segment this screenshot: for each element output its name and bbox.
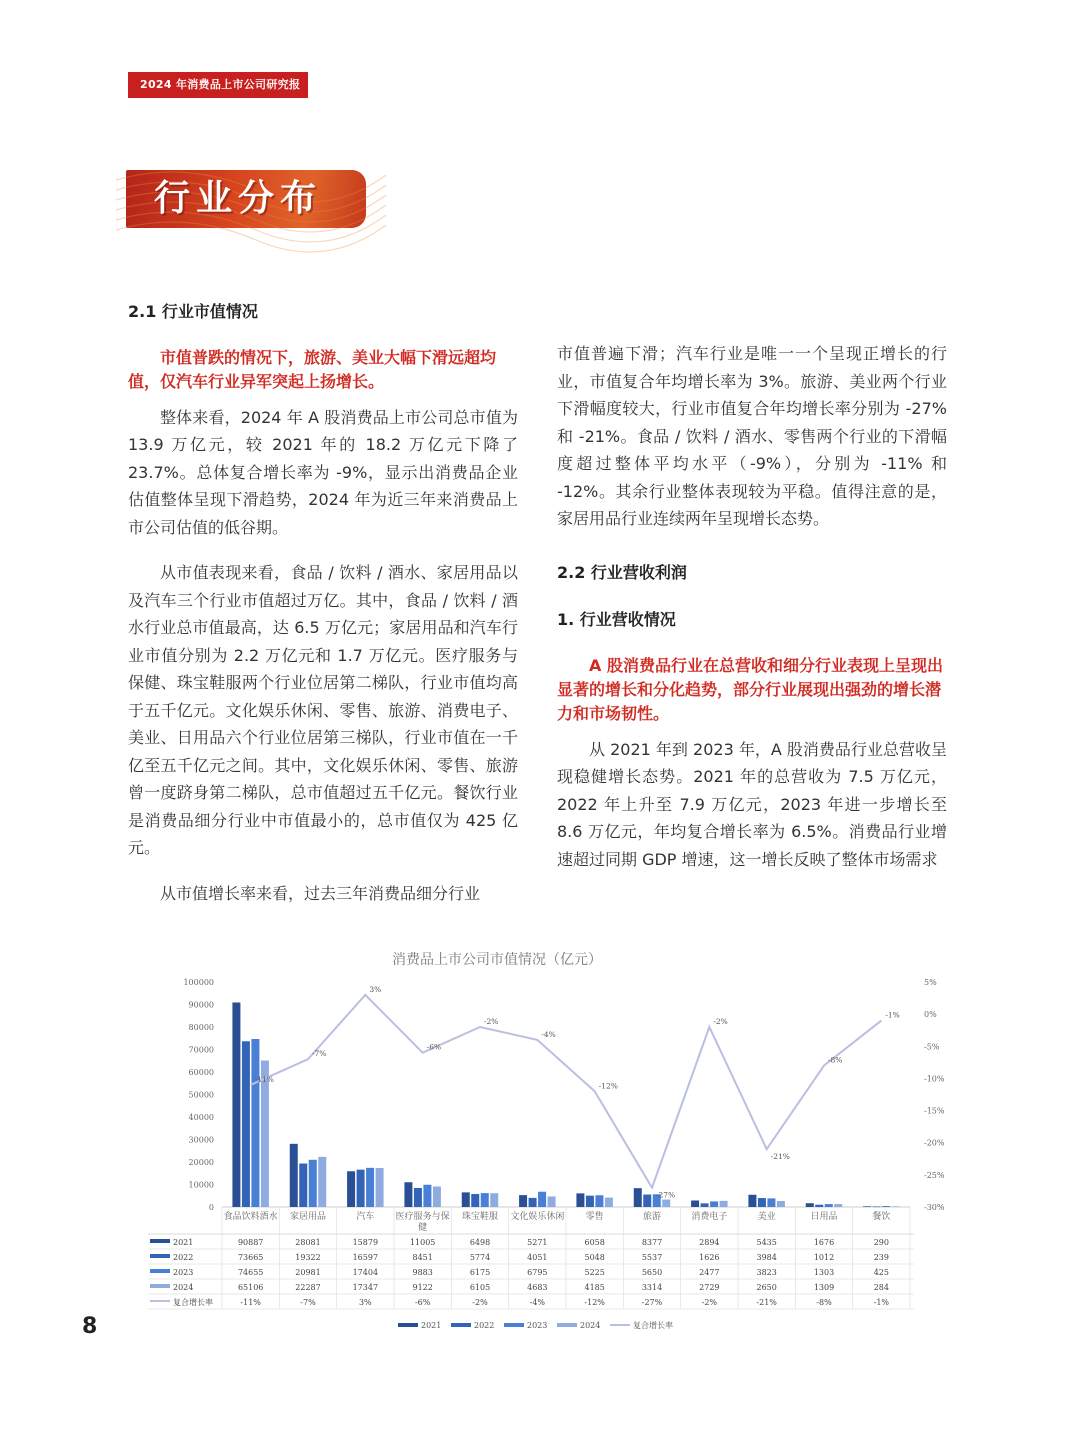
table-cell: 8377 [641,1238,663,1247]
table-cell: 1309 [813,1283,835,1292]
table-row-label: 2024 [173,1283,194,1292]
y2-tick-label: -30% [924,1203,945,1212]
table-cell: 65106 [237,1283,264,1292]
table-cell: 2650 [756,1283,777,1292]
table-cell: 16597 [352,1253,379,1262]
y-tick-label: 30000 [188,1135,214,1145]
table-cell: -12% [584,1298,605,1307]
category-label: 食品饮料酒水 [223,1212,278,1222]
category-label: 汽车 [356,1212,375,1222]
market-value-chart [140,940,945,1340]
category-label: 家居用品 [289,1212,327,1222]
table-legend-swatch [150,1284,170,1288]
table-cell: -6% [414,1298,431,1307]
table-row-label: 复合增长率 [173,1298,213,1307]
bar-2023 [251,1039,259,1207]
bar-2023 [595,1195,603,1207]
table-cell: -21% [756,1298,777,1307]
left-column [128,298,518,925]
table-cell: 5650 [641,1268,663,1277]
bar-2023 [710,1201,718,1207]
legend-swatch [504,1323,524,1327]
section-heading-2-2: 2.2 行业营收利润 [557,562,687,582]
table-legend-swatch [150,1239,170,1243]
bar-2021 [519,1195,527,1207]
table-cell: 2894 [699,1238,720,1247]
paragraph: 整体来看，2024 年 A 股消费品上市公司总市值为 13.9 万亿元，较 2021 年的 18.2 万亿元下降了 23.7%。总体复合增长率为 -9%，显示出消费品企业估值整体呈现下滑趋势，2024 年为近三年来消费品上市公司估值的低谷期。 [128,407,518,537]
table-cell: 17347 [352,1283,379,1292]
bar-2022 [242,1041,250,1207]
bar-2024 [318,1157,326,1207]
legend-swatch [398,1323,418,1327]
bar-2024 [433,1186,441,1207]
table-cell: 19322 [295,1253,321,1262]
bar-2021 [404,1182,412,1207]
table-cell: -2% [472,1298,488,1307]
bar-2023 [538,1192,546,1207]
bar-2024 [892,1206,900,1207]
growth-rate-label: -2% [484,1017,499,1026]
category-label: 消费电子 [691,1212,728,1222]
bar-2021 [290,1144,298,1207]
table-cell: 1626 [699,1253,720,1262]
highlight-lead: A 股消费品行业在总营收和细分行业表现上呈现出显著的增长和分化趋势，部分行业展现出强劲的增长潜力和市场韧性。 [557,655,943,723]
bar-2024 [662,1200,670,1207]
y2-tick-label: -10% [924,1074,945,1084]
category-label: 医疗服务与保 [395,1212,450,1222]
growth-rate-label: -11% [254,1074,274,1084]
category-label: 文化娱乐休闲 [510,1212,565,1222]
legend-swatch [557,1323,577,1327]
growth-rate-label: -12% [598,1081,618,1091]
table-cell: -27% [641,1298,663,1307]
bar-2021 [634,1188,642,1207]
growth-rate-label: -6% [426,1042,442,1052]
y-tick-label: 40000 [188,1113,214,1122]
bar-2023 [309,1160,317,1207]
paragraph: 从市值表现来看，食品 / 饮料 / 酒水、家居用品以及汽车三个行业市值超过万亿。其中，食品 / 饮料 / 酒水行业总市值最高，达 6.5 万亿元；家居用品和汽车行业市值分别为 2.2 万亿元和 1.7 万亿元。医疗服务与保健、珠宝鞋服两个行业位居第二梯队，行业市值均高于五千亿元。文化娱乐休闲、零售、旅游、消费电子、美业、日用品六个行业位居第三梯队，行业市值在一千亿至五千亿元之间。其中，文化娱乐休闲、零售、旅游曾一度跻身第二梯队，总市值超过五千亿元。餐饮行业是消费品细分行业中市值最小的，总市值仅为 425 亿元。 [128,563,518,857]
table-cell: -1% [873,1298,890,1307]
section-banner [126,170,366,228]
y-tick-label: 10000 [188,1180,214,1190]
y2-tick-label: 0% [924,1010,937,1020]
bar-2023 [481,1193,489,1207]
table-cell: -11% [240,1298,261,1307]
bar-2022 [471,1194,479,1207]
y-tick-label: 70000 [188,1045,214,1055]
bar-2021 [462,1192,470,1207]
y-tick-label: 100000 [183,978,214,987]
category-label: 零售 [585,1212,604,1222]
bar-2021 [691,1200,699,1207]
table-cell: 73665 [237,1253,264,1262]
category-label: 珠宝鞋服 [461,1212,499,1222]
section-title: 行业分布 [154,178,323,219]
table-cell: 9883 [412,1268,433,1277]
table-cell: 1303 [813,1268,835,1277]
bar-2024 [605,1198,613,1207]
table-cell: 3984 [756,1253,777,1262]
bar-2022 [357,1170,365,1207]
category-label: 餐饮 [872,1212,891,1222]
table-cell: 6498 [469,1238,491,1247]
y-tick-label: 20000 [188,1158,214,1167]
paragraph-continued: 市值普遍下滑；汽车行业是唯一一个呈现正增长的行业，市值复合年均增长率为 3%。旅游、美业两个行业下滑幅度较大，行业市值复合年均增长率分别为 -27% 和 -21%。食品 / 饮料 / 酒水、零售两个行业的下滑幅度超过整体平均水平（-9%），分别为 -11% 和 -12%。其余行业整体表现较为平稳。值得注意的是，家居用品行业连续两年呈现增长态势。 [557,344,947,528]
paragraph: 从市值增长率来看，过去三年消费品细分行业 [160,883,481,903]
bar-2022 [299,1164,307,1207]
table-cell: 8451 [412,1253,433,1262]
y2-tick-label: -15% [924,1106,945,1116]
bar-2024 [376,1168,384,1207]
table-cell: 284 [873,1283,889,1292]
bar-2022 [873,1206,881,1207]
bar-2022 [529,1198,537,1207]
legend-label: 2024 [580,1321,601,1330]
table-cell: 1676 [813,1238,835,1247]
highlight-lead: 市值普跌的情况下，旅游、美业大幅下滑远超均值，仅汽车行业异军突起上扬增长。 [128,347,497,391]
table-cell: 3823 [756,1268,777,1277]
category-label: 日用品 [810,1212,838,1222]
table-cell: 4683 [527,1283,548,1292]
bar-2023 [366,1168,374,1207]
table-cell: 5048 [584,1253,605,1262]
table-cell: -4% [529,1298,546,1307]
growth-rate-label: -4% [541,1029,556,1039]
bar-2022 [414,1188,422,1207]
table-cell: 5271 [527,1238,548,1247]
bar-2024 [490,1193,498,1207]
y-tick-label: 60000 [188,1068,214,1077]
bar-2022 [758,1198,766,1207]
y-tick-label: 90000 [188,1000,214,1010]
table-cell: 3314 [641,1283,663,1292]
table-row-label: 2022 [173,1253,194,1262]
table-cell: 5774 [469,1253,491,1262]
table-row-label: 2021 [173,1238,194,1247]
table-cell: 4051 [527,1253,548,1262]
category-label: 美业 [757,1212,776,1222]
growth-rate-label: 3% [369,984,382,994]
bar-2024 [548,1196,556,1207]
table-cell: 2729 [699,1283,720,1292]
table-cell: 2477 [699,1268,720,1277]
bar-2021 [347,1171,355,1207]
y-tick-label: 0 [208,1203,214,1212]
bar-2024 [720,1201,728,1207]
y-tick-label: 80000 [188,1023,214,1032]
table-cell: 15879 [352,1238,379,1247]
table-cell: -7% [300,1298,316,1307]
growth-rate-label: -8% [828,1055,843,1065]
table-legend-swatch [150,1254,170,1258]
growth-rate-label: -1% [885,1010,900,1020]
right-column [557,340,947,891]
table-cell: 22287 [295,1283,321,1292]
table-row-label: 2023 [173,1268,194,1277]
bar-2022 [586,1196,594,1207]
growth-rate-label: -2% [713,1017,728,1026]
table-cell: 28081 [295,1238,321,1247]
bar-2021 [806,1203,814,1207]
table-cell: 4185 [584,1283,605,1292]
table-cell: 5537 [641,1253,663,1262]
table-cell: 17404 [352,1268,379,1277]
legend-label: 2022 [474,1321,495,1330]
bar-2022 [815,1205,823,1207]
legend-label: 2021 [421,1321,442,1330]
growth-rate-label: -7% [312,1049,327,1059]
bar-2023 [825,1204,833,1207]
bar-2023 [423,1185,431,1207]
growth-rate-label: -27% [656,1190,676,1200]
table-cell: 5435 [756,1238,777,1247]
section-heading-2-1: 2.1 行业市值情况 [128,302,258,321]
bar-2021 [748,1195,756,1207]
legend-label: 2023 [527,1321,548,1330]
table-cell: -8% [816,1298,832,1307]
table-cell: 6105 [469,1283,491,1292]
category-label: 健 [418,1223,428,1233]
bar-2021 [576,1193,584,1207]
chart-title: 消费品上市公司市值情况（亿元） [392,952,602,968]
table-cell: 6058 [584,1238,605,1247]
y2-tick-label: -5% [924,1042,940,1052]
page-number: 8 [82,1314,98,1339]
table-cell: 11005 [409,1238,436,1247]
y2-tick-label: 5% [924,978,937,987]
table-cell: 90887 [237,1238,264,1247]
y2-tick-label: -20% [924,1138,945,1148]
bar-2021 [863,1206,871,1207]
table-cell: 74655 [237,1268,264,1277]
bar-2023 [767,1198,775,1207]
table-cell: 425 [873,1268,889,1277]
table-cell: 9122 [412,1283,433,1292]
bar-2024 [834,1204,842,1207]
legend-swatch [451,1323,471,1327]
table-cell: 20981 [295,1268,321,1277]
subsection-heading: 1. 行业营收情况 [557,610,676,629]
table-cell: 3% [358,1298,372,1307]
table-cell: 5225 [584,1268,605,1277]
y2-tick-label: -25% [924,1170,945,1180]
table-cell: 1012 [813,1253,835,1262]
bar-2024 [777,1201,785,1207]
bar-2022 [701,1203,709,1207]
bar-2021 [232,1003,240,1207]
table-cell: 239 [873,1253,889,1262]
y-tick-label: 50000 [188,1090,214,1100]
table-cell: 6175 [469,1268,491,1277]
table-legend-swatch [150,1269,170,1273]
category-label: 旅游 [642,1212,662,1222]
bar-2023 [882,1206,890,1207]
growth-rate-label: -21% [770,1152,790,1162]
paragraph: 从 2021 年到 2023 年，A 股消费品行业总营收呈现稳健增长态势。2021 年的总营收为 7.5 万亿元，2022 年上升至 7.9 万亿元，2023 年进一步增长至8.6 万亿元，年均复合增长率为 6.5%。消费品行业增速超过同期 GDP 增速，这一增长反映了整体市场需求 [557,739,947,869]
report-header-tag: 2024 年消费品上市公司研究报告 [128,72,308,98]
bar-2022 [643,1195,651,1207]
table-cell: -2% [701,1298,718,1307]
legend-label: 复合增长率 [633,1321,673,1330]
table-cell: 6795 [527,1268,548,1277]
table-cell: 290 [873,1238,889,1247]
